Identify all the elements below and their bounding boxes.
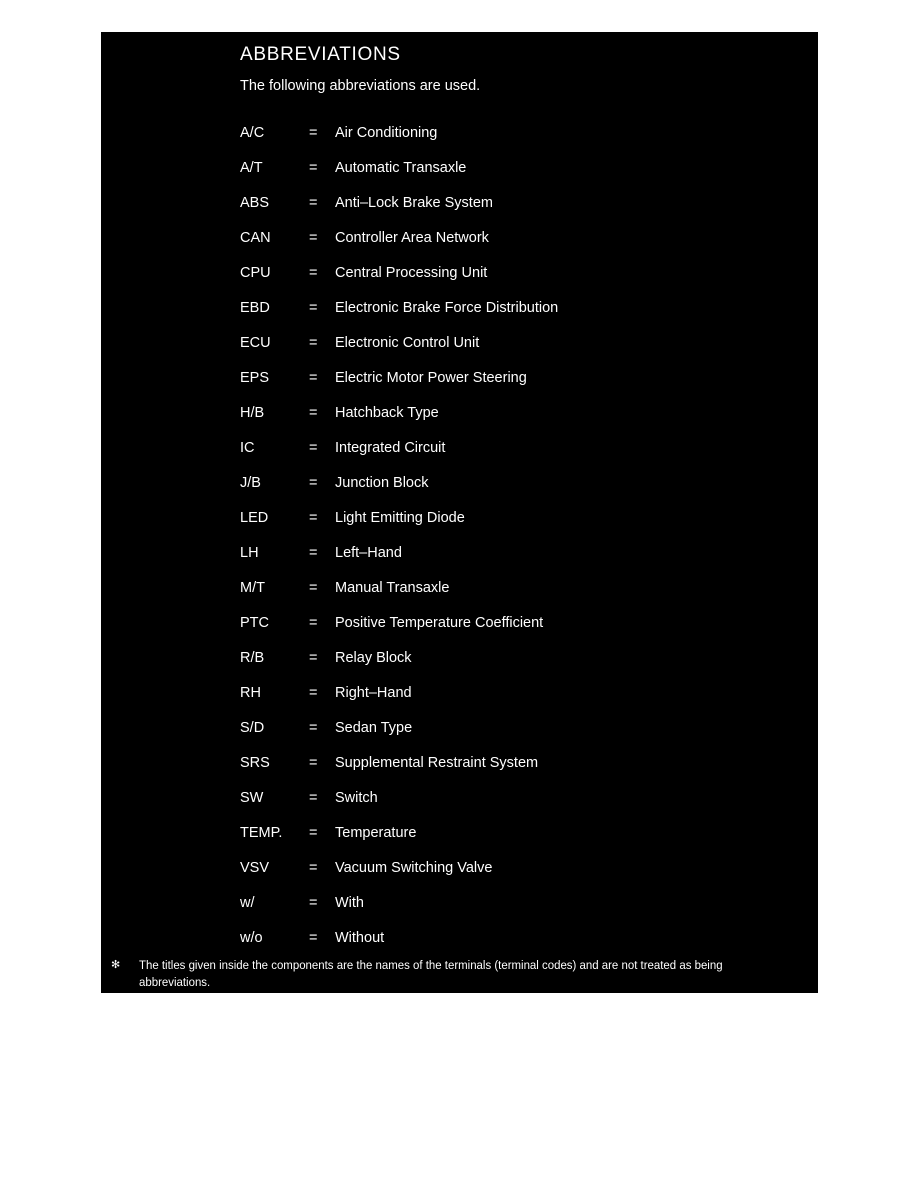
equals-separator: = — [309, 440, 318, 456]
abbreviation-definition: Without — [335, 930, 385, 946]
abbreviation-row — [240, 571, 800, 606]
abbreviation-row — [240, 816, 800, 851]
abbreviation-term: w/o — [240, 930, 263, 946]
abbreviation-row — [240, 431, 800, 466]
abbreviation-definition: Central Processing Unit — [335, 265, 488, 281]
abbreviation-definition: Light Emitting Diode — [335, 510, 465, 526]
abbreviation-row — [240, 501, 800, 536]
abbreviation-row — [240, 291, 800, 326]
abbreviation-row — [240, 536, 800, 571]
abbreviation-definition: Anti–Lock Brake System — [335, 195, 493, 211]
abbreviation-definition: Left–Hand — [335, 545, 402, 561]
intro-text: The following abbreviations are used. — [240, 78, 481, 94]
abbreviation-term: RH — [240, 685, 261, 701]
abbreviation-row — [240, 396, 800, 431]
abbreviation-term: H/B — [240, 405, 265, 421]
abbreviation-definition: Air Conditioning — [335, 125, 438, 141]
abbreviation-term: EBD — [240, 300, 270, 316]
abbreviation-term: A/T — [240, 160, 263, 176]
equals-separator: = — [309, 195, 318, 211]
abbreviation-definition: Automatic Transaxle — [335, 160, 467, 176]
equals-separator: = — [309, 160, 318, 176]
abbreviation-row — [240, 186, 800, 221]
abbreviation-row — [240, 361, 800, 396]
abbreviation-definition: Electronic Brake Force Distribution — [335, 300, 559, 316]
abbreviation-term: LED — [240, 510, 269, 526]
abbreviation-definition: Relay Block — [335, 650, 412, 666]
abbreviation-definition: Positive Temperature Coefficient — [335, 615, 544, 631]
abbreviation-row — [240, 851, 800, 886]
abbreviation-list — [240, 116, 800, 956]
abbreviation-term: SRS — [240, 755, 270, 771]
abbreviation-term: ABS — [240, 195, 270, 211]
abbreviation-definition: Manual Transaxle — [335, 580, 450, 596]
equals-separator: = — [309, 825, 318, 841]
equals-separator: = — [309, 265, 318, 281]
abbreviation-row — [240, 606, 800, 641]
equals-separator: = — [309, 335, 318, 351]
equals-separator: = — [309, 615, 318, 631]
abbreviation-row — [240, 221, 800, 256]
abbreviation-row — [240, 711, 800, 746]
abbreviation-row — [240, 746, 800, 781]
abbreviation-definition: Supplemental Restraint System — [335, 755, 539, 771]
abbreviation-term: ECU — [240, 335, 271, 351]
abbreviation-definition: Switch — [335, 790, 378, 806]
equals-separator: = — [309, 895, 318, 911]
equals-separator: = — [309, 790, 318, 806]
equals-separator: = — [309, 230, 318, 246]
abbreviation-term: EPS — [240, 370, 270, 386]
abbreviation-term: w/ — [240, 895, 255, 911]
footnote — [111, 957, 811, 990]
abbreviation-row — [240, 676, 800, 711]
page-title: ABBREVIATIONS — [240, 44, 401, 65]
abbreviation-definition: Hatchback Type — [335, 405, 439, 421]
equals-separator: = — [309, 405, 318, 421]
equals-separator: = — [309, 720, 318, 736]
abbreviation-row — [240, 151, 800, 186]
footnote-text: The titles given inside the components are the names of the terminals (terminal codes) and are not treated as being abbreviations. — [139, 958, 723, 989]
equals-separator: = — [309, 475, 318, 491]
equals-separator: = — [309, 650, 318, 666]
abbreviation-term: CAN — [240, 230, 271, 246]
abbreviation-row — [240, 781, 800, 816]
abbreviation-term: VSV — [240, 860, 270, 876]
equals-separator: = — [309, 755, 318, 771]
abbreviation-term: A/C — [240, 125, 265, 141]
abbreviation-definition: Integrated Circuit — [335, 440, 446, 456]
equals-separator: = — [309, 685, 318, 701]
abbreviation-definition: Sedan Type — [335, 720, 413, 736]
equals-separator: = — [309, 300, 318, 316]
abbreviation-definition: Electric Motor Power Steering — [335, 370, 527, 386]
abbreviation-term: TEMP. — [240, 825, 283, 841]
abbreviation-row — [240, 466, 800, 501]
abbreviation-term: M/T — [240, 580, 265, 596]
abbreviation-definition: Right–Hand — [335, 685, 412, 701]
abbreviation-row — [240, 326, 800, 361]
abbreviation-definition: Electronic Control Unit — [335, 335, 480, 351]
abbreviation-row — [240, 256, 800, 291]
abbreviation-definition: With — [335, 895, 364, 911]
document-panel — [101, 32, 818, 993]
abbreviation-term: SW — [240, 790, 264, 806]
equals-separator: = — [309, 930, 318, 946]
abbreviation-row — [240, 886, 800, 921]
equals-separator: = — [309, 370, 318, 386]
equals-separator: = — [309, 545, 318, 561]
abbreviation-term: CPU — [240, 265, 271, 281]
abbreviation-row — [240, 116, 800, 151]
abbreviation-term: IC — [240, 440, 255, 456]
equals-separator: = — [309, 510, 318, 526]
equals-separator: = — [309, 860, 318, 876]
abbreviation-definition: Junction Block — [335, 475, 429, 491]
heading-block — [240, 43, 780, 96]
abbreviation-term: LH — [240, 545, 259, 561]
abbreviation-row — [240, 921, 800, 956]
equals-separator: = — [309, 125, 318, 141]
abbreviation-definition: Temperature — [335, 825, 417, 841]
abbreviation-term: J/B — [240, 475, 261, 491]
abbreviation-term: R/B — [240, 650, 265, 666]
asterisk-icon: ✻ — [111, 959, 121, 971]
abbreviation-term: PTC — [240, 615, 269, 631]
equals-separator: = — [309, 580, 318, 596]
abbreviation-row — [240, 641, 800, 676]
abbreviation-definition: Controller Area Network — [335, 230, 489, 246]
abbreviation-definition: Vacuum Switching Valve — [335, 860, 493, 876]
abbreviation-term: S/D — [240, 720, 265, 736]
